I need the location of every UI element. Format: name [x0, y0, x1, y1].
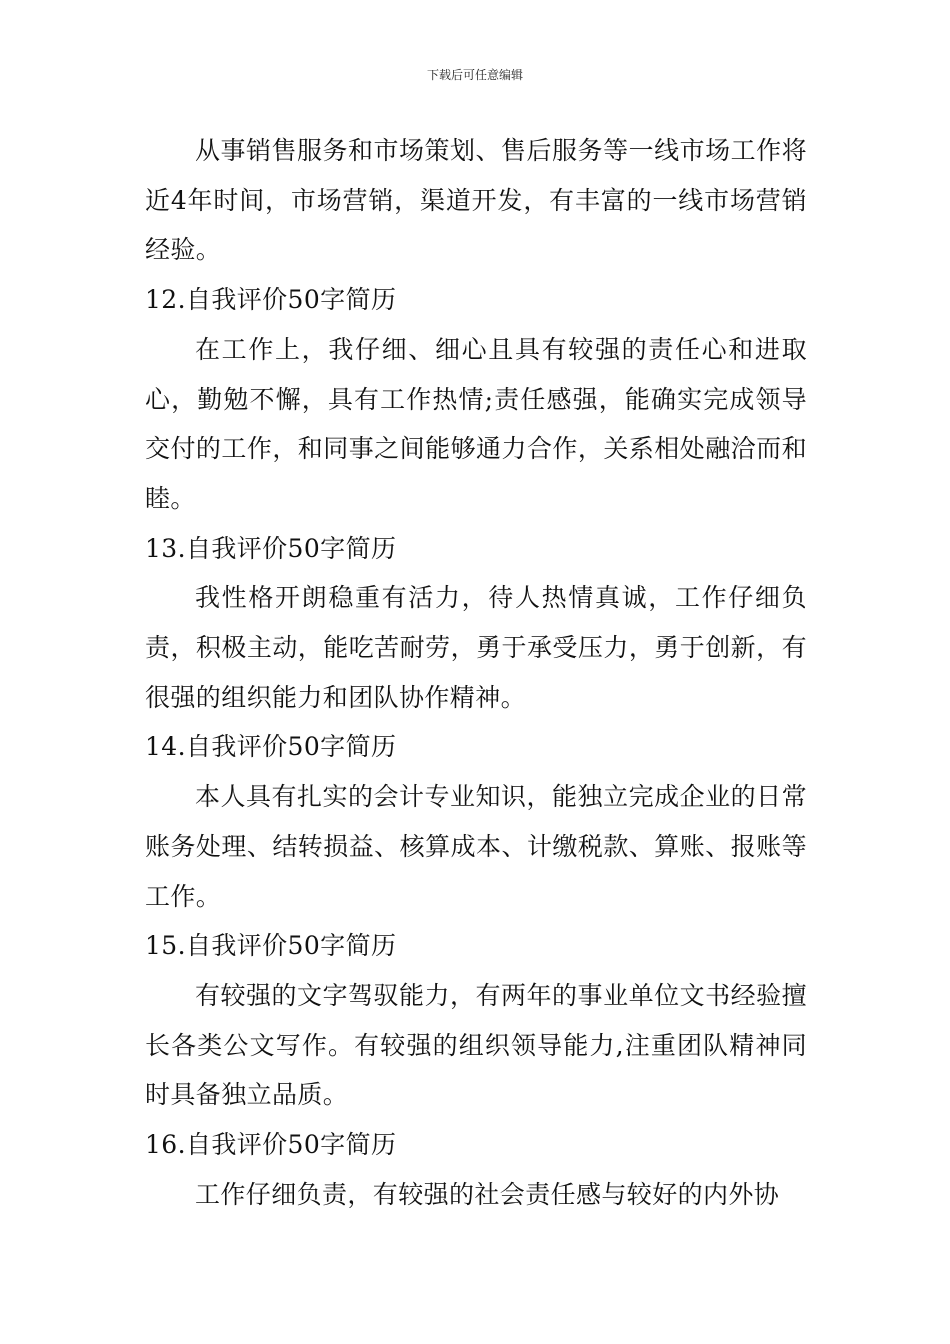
- document-body: [145, 126, 807, 1219]
- section-heading-16: 16.自我评价50字简历: [145, 1130, 397, 1160]
- section-heading-13: 13.自我评价50字简历: [145, 533, 397, 563]
- paragraph-13: 我性格开朗稳重有活力，待人热情真诚，工作仔细负责，积极主动，能吃苦耐劳，勇于承受压力，勇于创新，有很强的组织能力和团队协作精神。: [145, 583, 807, 712]
- section-heading-12: 12.自我评价50字简历: [145, 285, 397, 315]
- section-heading-15: 15.自我评价50字简历: [145, 931, 397, 961]
- paragraph-15: 有较强的文字驾驭能力，有两年的事业单位文书经验擅长各类公文写作。有较强的组织领导能力,注重团队精神同时具备独立品质。: [145, 980, 807, 1110]
- paragraph-16: 工作仔细负责，有较强的社会责任感与较好的内外协: [195, 1179, 780, 1209]
- paragraph-12: 在工作上，我仔细、细心且具有较强的责任心和进取心，勤勉不懈，具有工作热情;责任感强，能确实完成领导交付的工作，和同事之间能够通力合作，关系相处融洽而和睦。: [145, 334, 807, 513]
- page-header: 下载后可任意编辑: [426, 68, 523, 82]
- paragraph-intro: 从事销售服务和市场策划、售后服务等一线市场工作将近4年时间，市场营销，渠道开发，有丰富的一线市场营销经验。: [145, 136, 807, 265]
- paragraph-14: 本人具有扎实的会计专业知识，能独立完成企业的日常账务处理、结转损益、核算成本、计缴税款、算账、报账等工作。: [145, 782, 807, 911]
- section-heading-14: 14.自我评价50字简历: [145, 732, 397, 762]
